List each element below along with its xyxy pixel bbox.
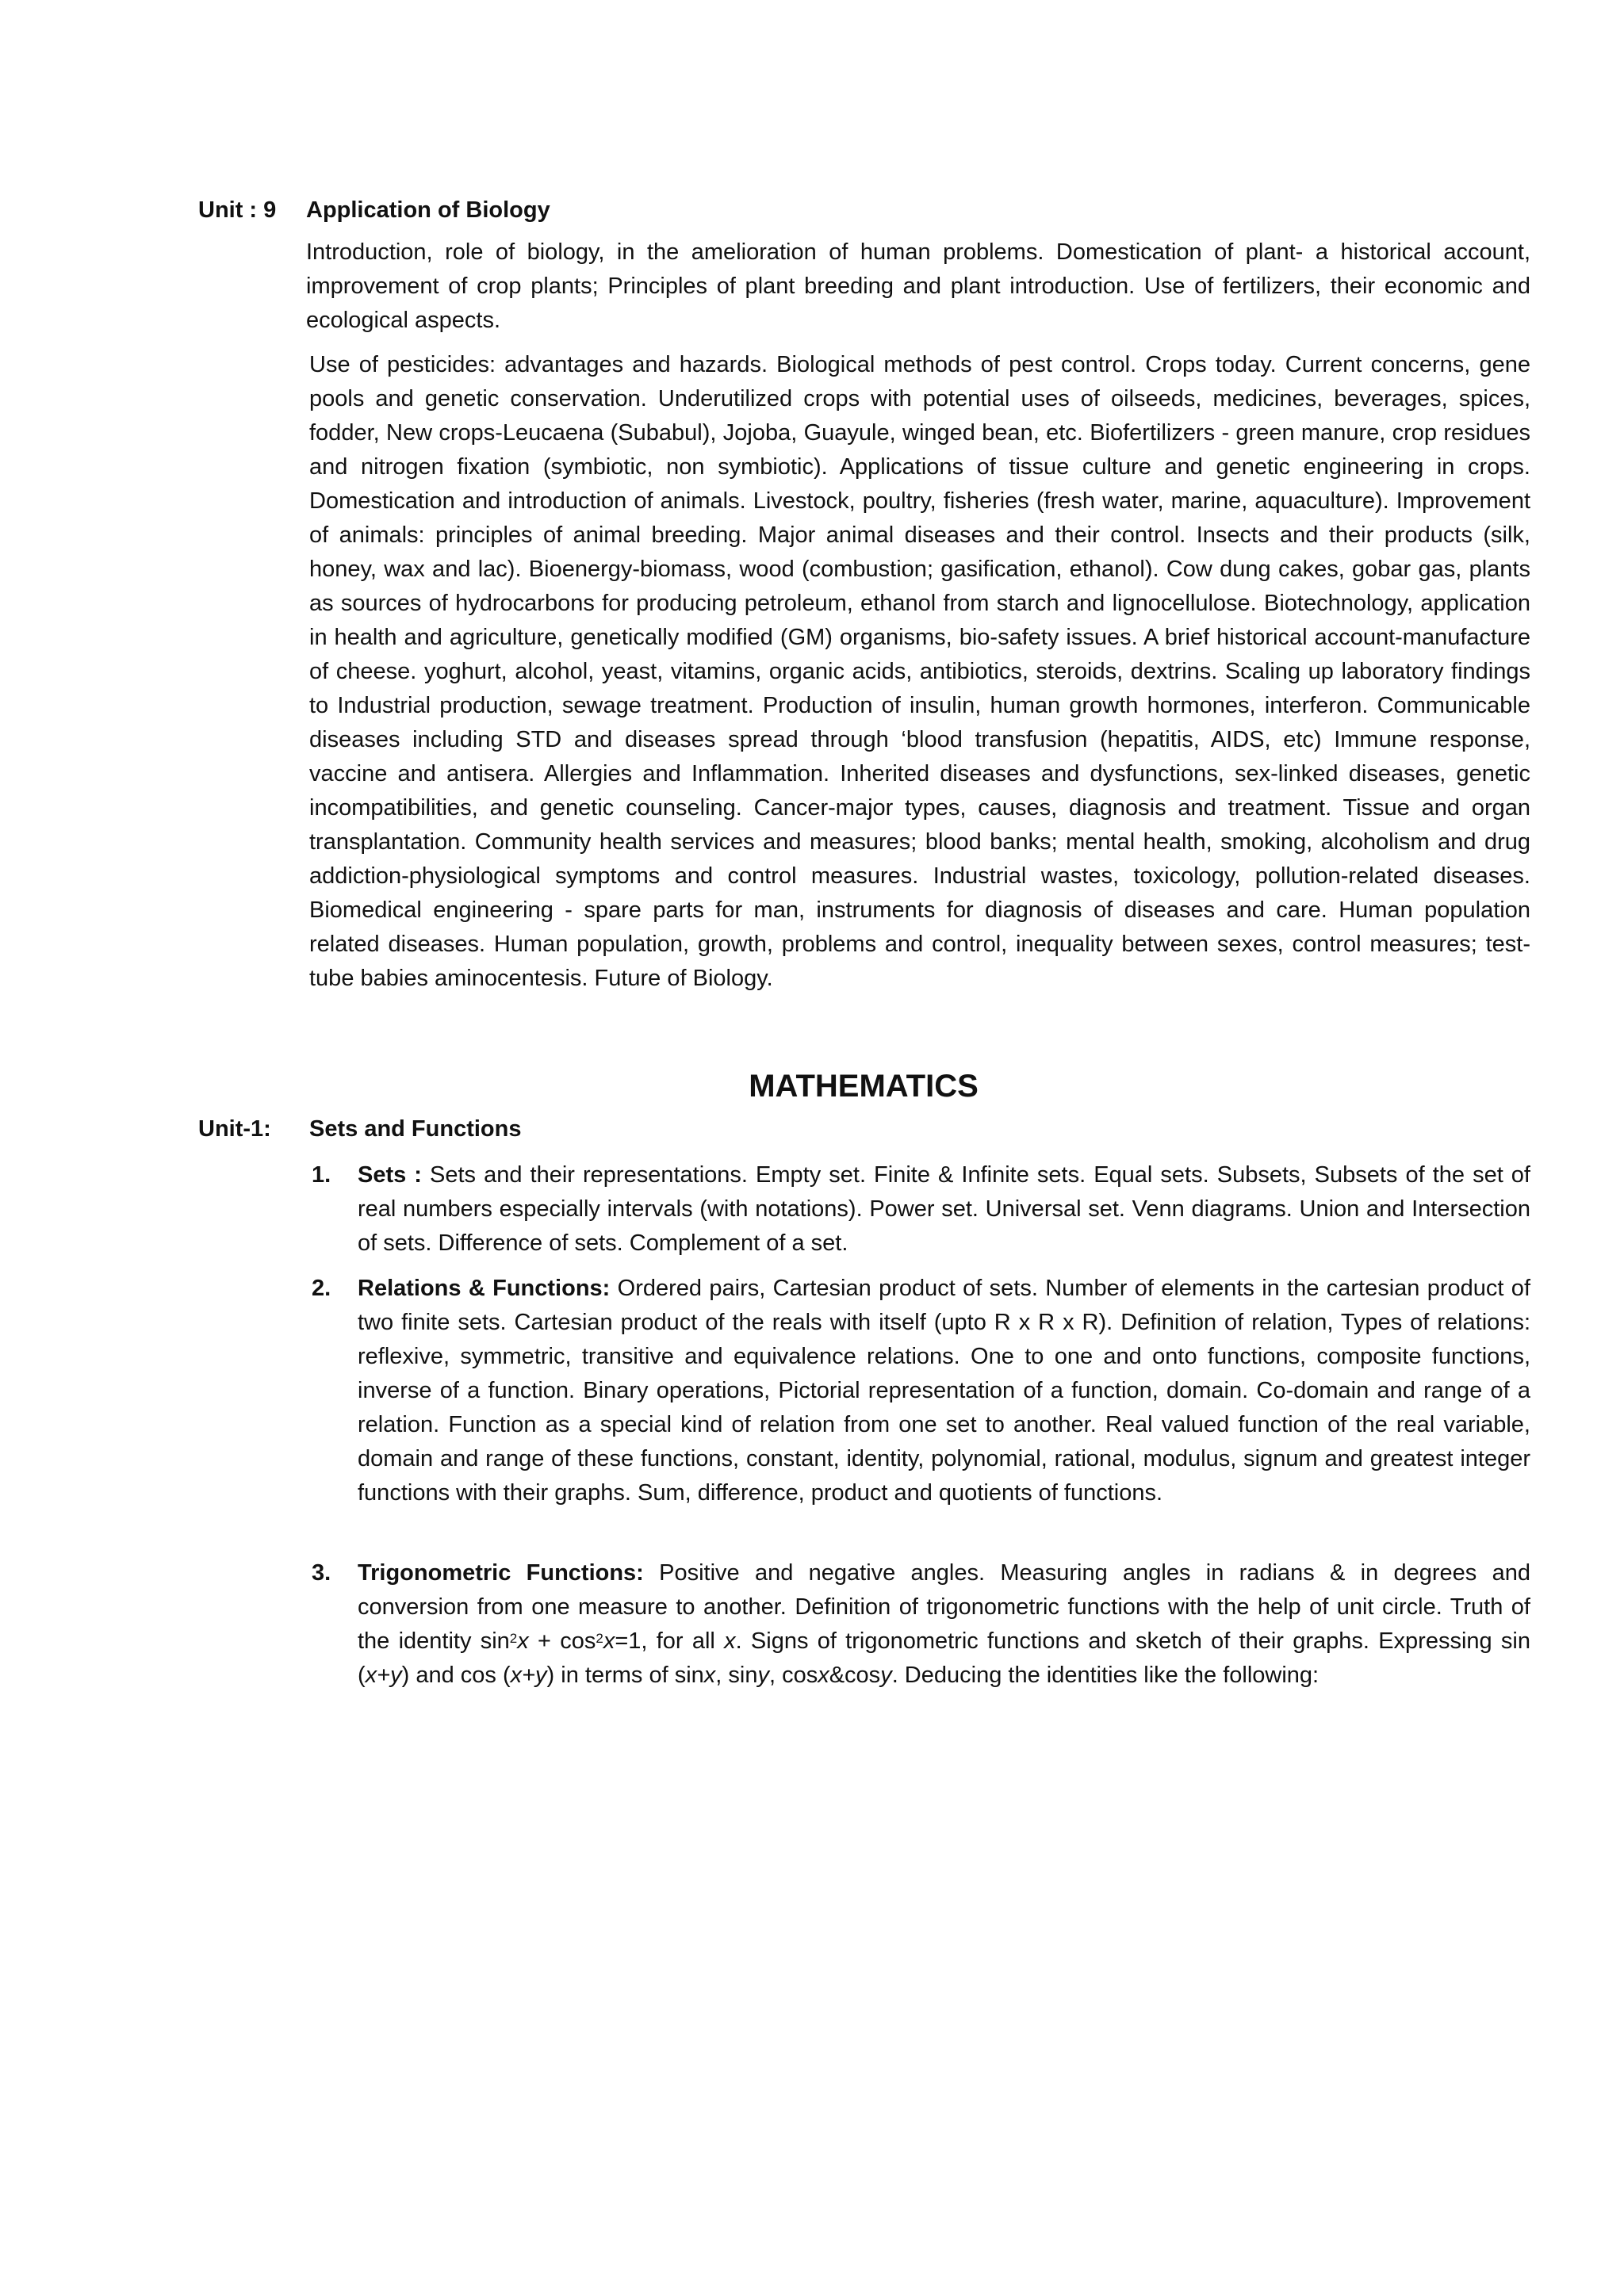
- item-number: 1.: [312, 1162, 331, 1188]
- item-body: [358, 1556, 1530, 1693]
- unit-9-header: [198, 194, 1530, 226]
- item-body: [358, 1158, 1530, 1261]
- math-var: x+y: [510, 1663, 547, 1688]
- item-text: + cos: [528, 1628, 596, 1654]
- item-text: Sets and their representations. Empty set. Finite & Infinite sets. Equal sets. Subsets, Subsets of the set of real numbers especially intervals (with notations). Power set. Universal set. Venn diagrams. Union and Intersection of sets. Difference of sets. Complement of a set.: [358, 1162, 1530, 1256]
- item-text: ) and cos (: [401, 1663, 511, 1688]
- unit-9-title: Application of Biology: [306, 197, 550, 223]
- item-number: 3.: [312, 1560, 331, 1586]
- unit-9-paragraph-2: Use of pesticides: advantages and hazards. Biological methods of pest control. Crops today. Current concerns, gene pools and genetic conservation. Underutilized crops with potential uses of oilseeds, medicines, beverages, spices, fodder, New crops-Leucaena (Subabul), Jojoba, Guayule, winged bean, etc. Biofertilizers - green manure, crop residues and nitrogen fixation (symbiotic, non symbiotic). Applications of tissue culture and genetic engineering in crops. Domestication and introduction of animals. Livestock, poultry, fisheries (fresh water, marine, aquaculture). Improvement of animals: principles of animal breeding. Major animal diseases and their control. Insects and their products (silk, honey, wax and lac). Bioenergy-biomass, wood (combustion; gasification, ethanol). Cow dung cakes, gobar gas, plants as sources of hydrocarbons for producing petroleum, ethanol from starch and lignocellulose. Biotechnology, application in health and agriculture, genetically modified (GM) organisms, bio-safety issues. A brief historical account-manufacture of cheese. yoghurt, alcohol, yeast, vitamins, organic acids, antibiotics, steroids, dextrins. Scaling up laboratory findings to Industrial production, sewage treatment. Production of insulin, human growth hormones, interferon. Communicable diseases including STD and diseases spread through ‘blood transfusion (hepatitis, AIDS, etc) Immune response, vaccine and antisera. Allergies and Inflammation. Inherited diseases and dysfunctions, sex-linked diseases, genetic incompatibilities, and genetic counseling. Cancer-major types, causes, diagnosis and treatment. Tissue and organ transplantation. Community health services and measures; blood banks; mental health, smoking, alcoholism and drug addiction-physiological symptoms and control measures. Industrial wastes, toxicology, pollution-related diseases. Biomedical engineering - spare parts for man, instruments for diagnosis of diseases and care. Human population related diseases. Human population, growth, problems and control, inequality between sexes, control measures; test-tube babies aminocentesis. Future of Biology.: [309, 352, 1530, 991]
- math-var: x: [517, 1628, 529, 1654]
- unit-1-label: Unit-1:: [198, 1116, 271, 1142]
- item-text: Positive and negative angles. Measuring angles in radians & in degrees and conversion from one measure to another. Definition of trigonometric functions with the help of unit circle. Truth of the identity sin: [358, 1560, 1530, 1654]
- math-var: y: [880, 1663, 892, 1688]
- unit-1-title: Sets and Functions: [309, 1116, 522, 1142]
- mathematics-heading: MATHEMATICS: [749, 1069, 979, 1104]
- math-var: x: [818, 1663, 829, 1688]
- math-var: x: [603, 1628, 615, 1654]
- math-var: x: [724, 1628, 736, 1654]
- item-text: . Signs of trigonometric functions and sketch of their graphs. Expressing sin (: [358, 1628, 1530, 1688]
- item-text: Ordered pairs, Cartesian product of sets. Number of elements in the cartesian product of two finite sets. Cartesian product of the reals with itself (upto R x R x R). Definition of relation, Types of relations: reflexive, symmetric, transitive and equivalence relations. One to one and onto functions, composite functions, inverse of a function. Binary operations, Pictorial representation of a function, domain. Co-domain and range of a relation. Function as a special kind of relation from one set to another. Real valued function of the real variable, domain and range of these functions, constant, identity, polynomial, rational, modulus, signum and greatest integer functions with their graphs. Sum, difference, product and quotients of functions.: [358, 1276, 1530, 1506]
- unit-1-header: [198, 1113, 1530, 1145]
- exponent: 2: [509, 1631, 518, 1646]
- unit-9-paragraph-1: Introduction, role of biology, in the amelioration of human problems. Domestication of plant- a historical account, improvement of crop plants; Principles of plant breeding and plant introduction. Use of fertilizers, their economic and ecological aspects.: [306, 239, 1530, 333]
- item-text: ) in terms of sin: [546, 1663, 704, 1688]
- math-var: x: [703, 1663, 716, 1688]
- item-text: , cos: [768, 1663, 818, 1688]
- unit-9-label: Unit : 9: [198, 197, 277, 223]
- item-text: , sin: [715, 1663, 758, 1688]
- item-title: Relations & Functions:: [358, 1276, 611, 1301]
- item-text: =1, for all: [615, 1628, 725, 1654]
- math-var: y: [757, 1663, 769, 1688]
- item-text: . Deducing the identities like the following:: [891, 1663, 1320, 1688]
- item-body: [358, 1272, 1530, 1510]
- item-text: &cos: [829, 1663, 881, 1688]
- exponent: 2: [596, 1631, 603, 1646]
- math-var: x+y: [365, 1663, 402, 1688]
- item-title: Trigonometric Functions:: [358, 1560, 644, 1586]
- item-title: Sets :: [358, 1162, 422, 1188]
- item-number: 2.: [312, 1276, 331, 1301]
